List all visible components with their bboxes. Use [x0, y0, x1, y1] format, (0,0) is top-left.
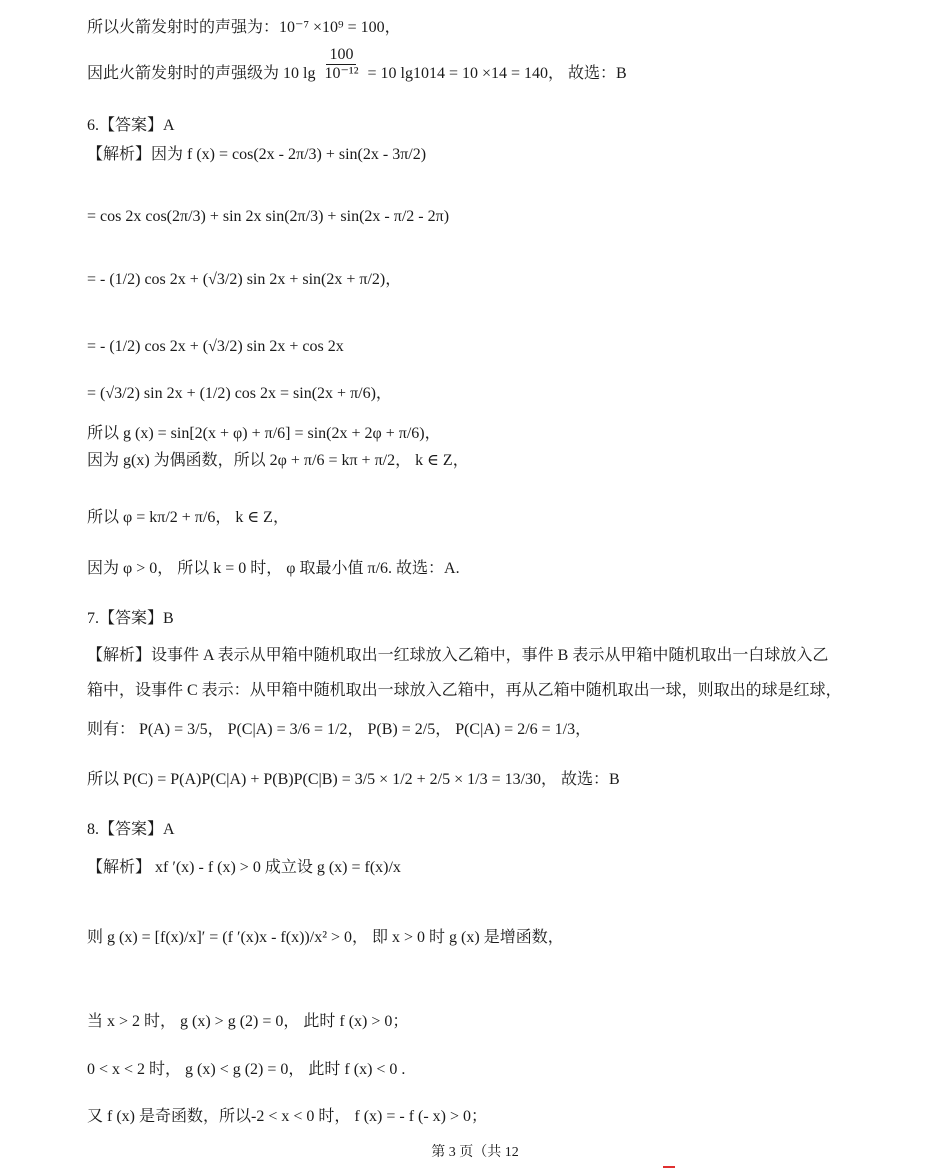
fraction: [321, 46, 361, 83]
text-line: 【解析】因为 f (x) = cos(2x - 2π/3) + sin(2x - 3π/2): [87, 146, 427, 163]
text-line: 则有： P(A) = 3/5， P(C|A) = 3/6 = 1/2， P(B) = 2/5， P(C|A) = 2/6 = 1/3，: [87, 721, 592, 738]
text-line: 所以 P(C) = P(A)P(C|A) + P(B)P(C|B) = 3/5 × 1/2 + 2/5 × 1/3 = 13/30， 故选：B: [87, 771, 620, 788]
text-line: 又 f (x) 是奇函数，所以-2 < x < 0 时， f (x) = - f (- x) > 0；: [87, 1108, 488, 1125]
text-line: = (√3/2) sin 2x + (1/2) cos 2x = sin(2x + π/6)，: [87, 385, 392, 402]
numerator: 100: [326, 46, 356, 65]
text-line: = cos 2x cos(2π/3) + sin 2x sin(2π/3) + sin(2x - π/2 - 2π): [87, 208, 450, 225]
text-segment: 因此火箭发射时的声强级为 10 lg: [87, 65, 316, 83]
text-line: 【解析】 xf ′(x) - f (x) > 0 成立设 g (x) = f(x)/x: [87, 859, 401, 876]
text-line: 则 g (x) = [f(x)/x]′ = (f ′(x)x - f(x))/x² > 0， 即 x > 0 时 g (x) 是增函数，: [87, 929, 564, 946]
answer-heading: 7.【答案】B: [87, 610, 174, 627]
text-line: 0 < x < 2 时， g (x) < g (2) = 0， 此时 f (x) < 0 .: [87, 1061, 406, 1078]
answer-heading: 6.【答案】A: [87, 117, 175, 134]
text-line: 所以火箭发射时的声强为：10⁻⁷ ×10⁹ = 100，: [87, 19, 401, 36]
page-footer: 第 3 页（共 12: [431, 1145, 519, 1160]
text-line: = - (1/2) cos 2x + (√3/2) sin 2x + sin(2x + π/2)，: [87, 271, 402, 288]
text-line: [87, 46, 627, 83]
denominator: 10⁻¹²: [324, 65, 359, 82]
text-line: 因为 g(x) 为偶函数，所以 2φ + π/6 = kπ + π/2， k ∈ Z，: [87, 452, 469, 469]
text-line: 所以 φ = kπ/2 + π/6， k ∈ Z，: [87, 509, 289, 526]
text-line: = - (1/2) cos 2x + (√3/2) sin 2x + cos 2x: [87, 338, 344, 355]
text-segment: = 10 lg1014 = 10 ×14 = 140， 故选：B: [367, 65, 627, 83]
text-line: 因为 φ > 0， 所以 k = 0 时， φ 取最小值 π/6. 故选：A.: [87, 560, 460, 577]
answer-heading: 8.【答案】A: [87, 821, 175, 838]
text-line: 【解析】设事件 A 表示从甲箱中随机取出一红球放入乙箱中，事件 B 表示从甲箱中随机取出一白球放入乙: [87, 647, 829, 664]
text-line: 所以 g (x) = sin[2(x + φ) + π/6] = sin(2x + 2φ + π/6)，: [87, 425, 441, 442]
red-mark: [663, 1166, 675, 1168]
text-line: 箱中，设事件 C 表示：从甲箱中随机取出一球放入乙箱中，再从乙箱中随机取出一球，则取出的球是红球，: [87, 682, 842, 699]
text-line: 当 x > 2 时， g (x) > g (2) = 0， 此时 f (x) > 0；: [87, 1013, 409, 1030]
